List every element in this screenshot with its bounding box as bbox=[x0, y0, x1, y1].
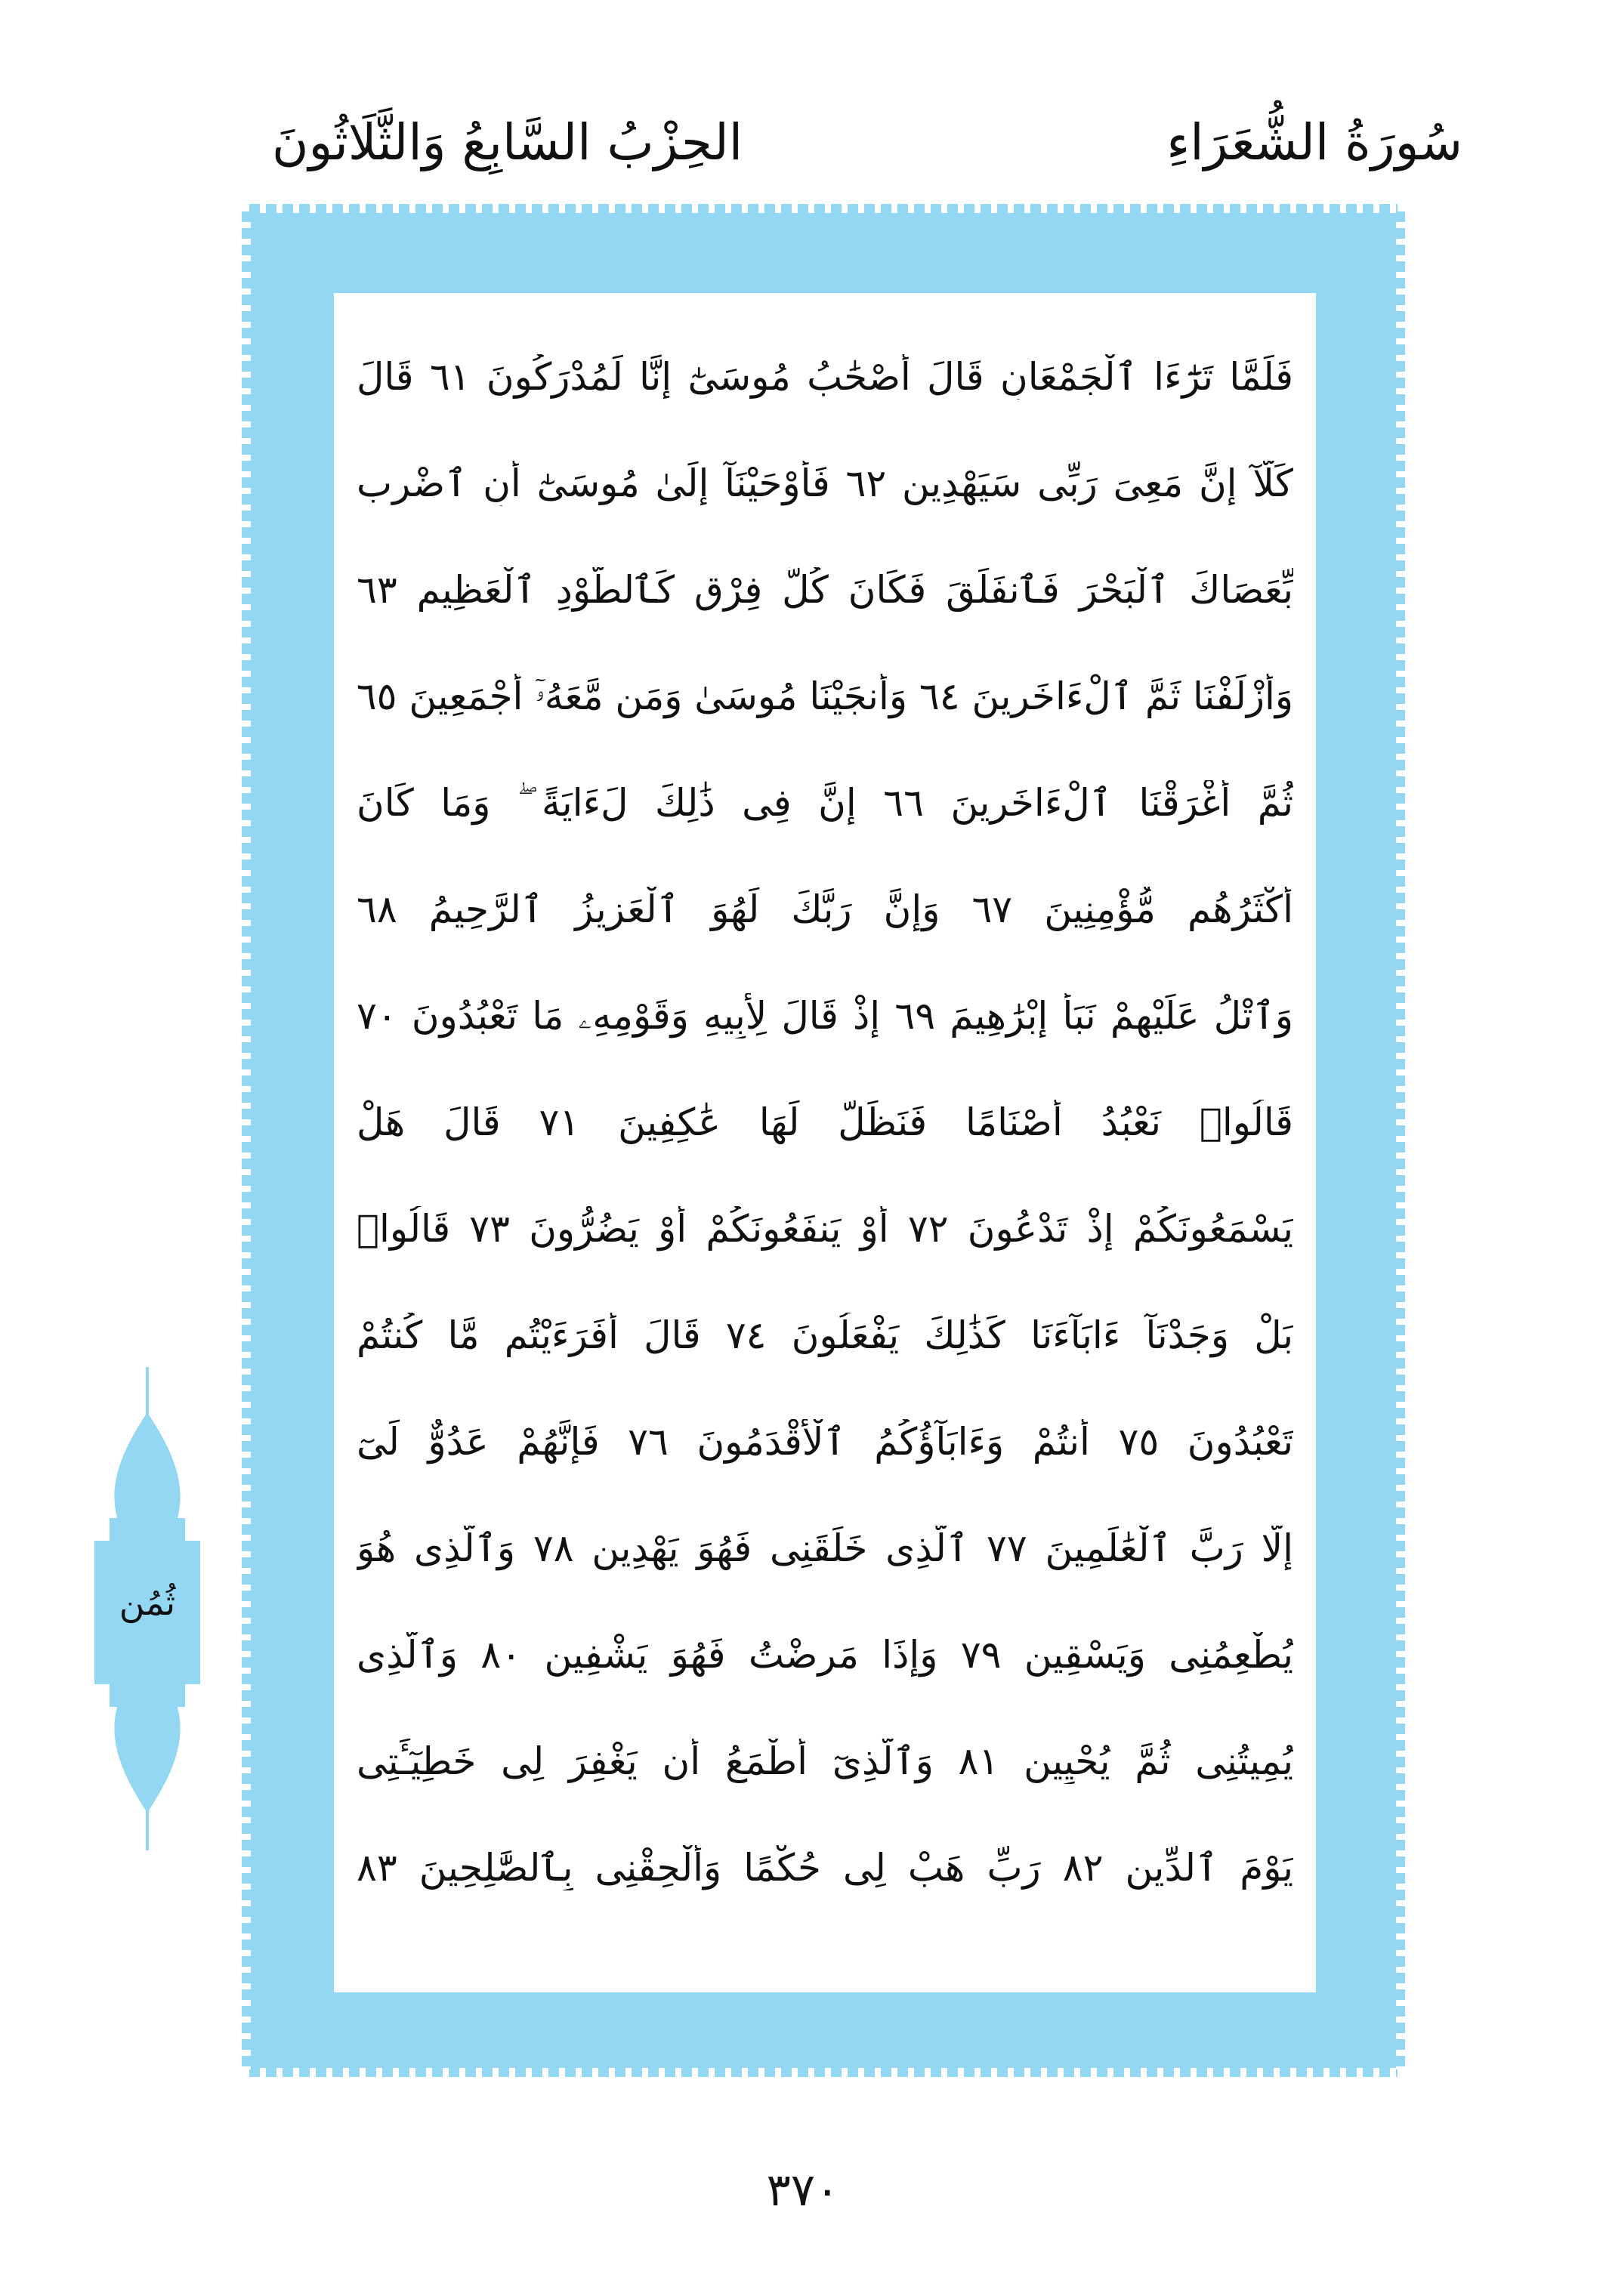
frame-border-right bbox=[1396, 211, 1405, 2069]
verse-line bbox=[357, 323, 1293, 430]
verse-line-text: أَكْثَرُهُم مُّؤْمِنِينَ ٦٧ وَإِنَّ رَبَّكَ لَهُوَ ٱلْعَزِيزُ ٱلرَّحِيمُ ٦٨ bbox=[357, 887, 1293, 931]
verse-line bbox=[357, 430, 1293, 536]
verse-line bbox=[357, 856, 1293, 962]
verse-line bbox=[357, 962, 1293, 1069]
verse-line-text: إِلَّا رَبَّ ٱلْعَٰلَمِينَ ٧٧ ٱلَّذِى خَلَقَنِى فَهُوَ يَهْدِينِ ٧٨ وَٱلَّذِى هُوَ bbox=[357, 1526, 1293, 1570]
page-number: ٣٧٠ bbox=[766, 2164, 840, 2217]
verse-line-text: يَوْمَ ٱلدِّينِ ٨٢ رَبِّ هَبْ لِى حُكْمًا وَأَلْحِقْنِى بِٱلصَّٰلِحِينَ ٨٣ bbox=[357, 1845, 1293, 1890]
verse-line-text: بِّعَصَاكَ ٱلْبَحْرَ فَٱنفَلَقَ فَكَانَ كُلُّ فِرْقٍ كَٱلطَّوْدِ ٱلْعَظِيمِ ٦٣ bbox=[357, 567, 1293, 612]
verse-line-text: وَٱتْلُ عَلَيْهِمْ نَبَأَ إِبْرَٰهِيمَ ٦٩ إِذْ قَالَ لِأَبِيهِ وَقَوْمِهِۦ مَا تَعْبُدُونَ ٧٠ bbox=[357, 993, 1293, 1038]
verse-line bbox=[357, 1069, 1293, 1175]
frame-border-top bbox=[249, 204, 1398, 213]
verse-line-text: فَلَمَّا تَرَٰٓءَا ٱلْجَمْعَانِ قَالَ أَصْحَٰبُ مُوسَىٰٓ إِنَّا لَمُدْرَكُونَ ٦١ قَالَ bbox=[357, 354, 1293, 399]
verse-line bbox=[357, 1282, 1293, 1388]
hizb-name: الحِزْبُ السَّابِعُ وَالثَّلَاثُونَ bbox=[272, 113, 743, 171]
text-panel bbox=[334, 293, 1316, 1992]
frame-border-left bbox=[242, 211, 251, 2069]
verse-line-text: تَعْبُدُونَ ٧٥ أَنتُمْ وَءَابَآؤُكُمُ ٱلْأَقْدَمُونَ ٧٦ فَإِنَّهُمْ عَدُوٌّ لِّىٓ bbox=[357, 1419, 1293, 1464]
verse-lines bbox=[357, 323, 1293, 1921]
verse-line bbox=[357, 1601, 1293, 1708]
verse-line bbox=[357, 1495, 1293, 1601]
verse-line bbox=[357, 1175, 1293, 1282]
surah-name: سُورَةُ الشُّعَرَاءِ bbox=[1166, 113, 1462, 171]
page-header bbox=[0, 113, 1606, 181]
verse-line bbox=[357, 749, 1293, 856]
verse-line bbox=[357, 1708, 1293, 1814]
frame-border-bottom bbox=[249, 2068, 1398, 2077]
verse-line bbox=[357, 1814, 1293, 1921]
verse-line-text: وَأَزْلَفْنَا ثَمَّ ٱلْءَاخَرِينَ ٦٤ وَأَنجَيْنَا مُوسَىٰ وَمَن مَّعَهُۥٓ أَجْمَعِينَ ٦٥ bbox=[357, 674, 1293, 718]
hizb-marker-label: ثُمُن bbox=[119, 1582, 176, 1623]
verse-line bbox=[357, 643, 1293, 749]
verse-line-text: ثُمَّ أَغْرَقْنَا ٱلْءَاخَرِينَ ٦٦ إِنَّ فِى ذَٰلِكَ لَءَايَةً ۖ وَمَا كَانَ bbox=[357, 780, 1293, 825]
verse-line-text: يُمِيتُنِى ثُمَّ يُحْيِينِ ٨١ وَٱلَّذِىٓ أَطْمَعُ أَن يَغْفِرَ لِى خَطِيٓـَٔتِى bbox=[357, 1739, 1293, 1783]
hizb-quarter-marker bbox=[87, 1367, 208, 1850]
page-frame bbox=[249, 211, 1398, 2069]
verse-line bbox=[357, 1388, 1293, 1495]
verse-line-text: يُطْعِمُنِى وَيَسْقِينِ ٧٩ وَإِذَا مَرِضْتُ فَهُوَ يَشْفِينِ ٨٠ وَٱلَّذِى bbox=[357, 1632, 1293, 1677]
verse-line-text: كَلَّآ إِنَّ مَعِىَ رَبِّى سَيَهْدِينِ ٦٢ فَأَوْحَيْنَآ إِلَىٰ مُوسَىٰٓ أَنِ ٱضْرِب bbox=[357, 461, 1293, 505]
verse-line-text: بَلْ وَجَدْنَآ ءَابَآءَنَا كَذَٰلِكَ يَفْعَلُونَ ٧٤ قَالَ أَفَرَءَيْتُم مَّا كُنتُمْ bbox=[357, 1313, 1293, 1357]
verse-line-text: يَسْمَعُونَكُمْ إِذْ تَدْعُونَ ٧٢ أَوْ يَنفَعُونَكُمْ أَوْ يَضُرُّونَ ٧٣ قَالُوا۟ bbox=[357, 1206, 1293, 1251]
verse-line-text: قَالُوا۟ نَعْبُدُ أَصْنَامًا فَنَظَلُّ لَهَا عَٰكِفِينَ ٧١ قَالَ هَلْ bbox=[357, 1100, 1293, 1144]
verse-line bbox=[357, 536, 1293, 643]
